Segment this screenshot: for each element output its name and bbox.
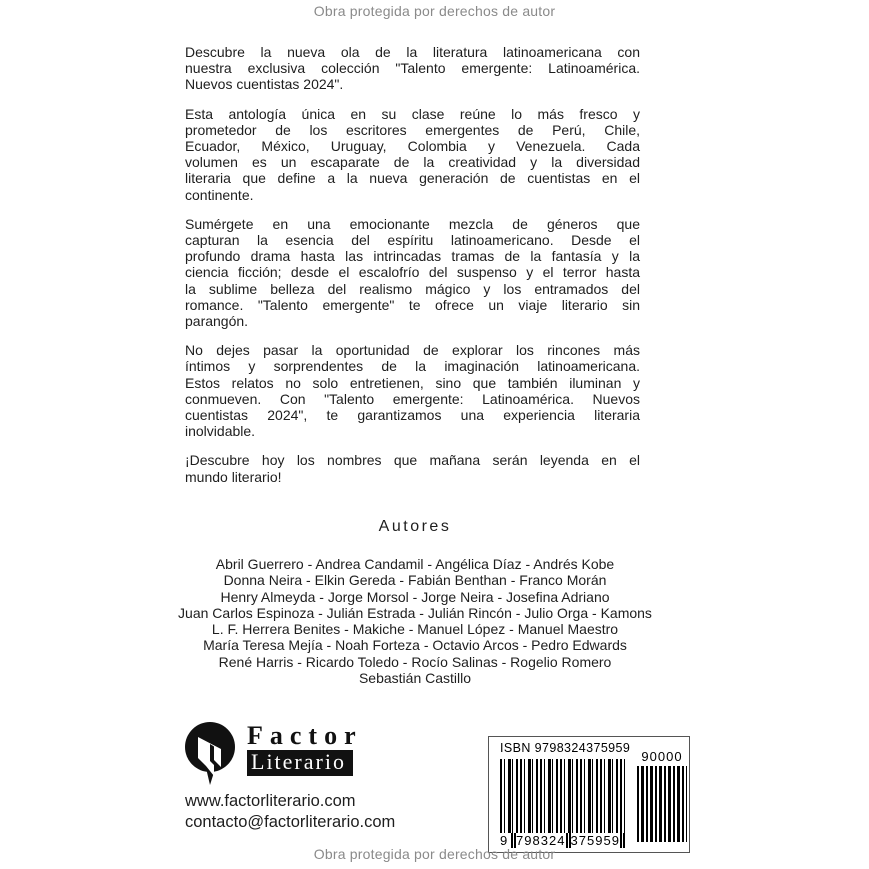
- barcode-digit-group: 375959: [570, 833, 620, 848]
- description-paragraph: [185, 342, 640, 439]
- description-paragraph: [185, 106, 640, 203]
- text-line: literaria que define a la nueva generación de cuentistas en el: [185, 170, 640, 187]
- description-paragraph: [185, 216, 640, 329]
- author-line: L. F. Herrera Benites - Makiche - Manuel López - Manuel Maestro: [211, 621, 619, 638]
- author-line: René Harris - Ricardo Toledo - Rocío Salinas - Rogelio Romero: [218, 653, 612, 670]
- text-line: conmueven. Con "Talento emergente: Latinoamérica. Nuevos: [185, 390, 640, 407]
- text-line: profundo drama hasta las intrincadas tramas de la fantasía y la: [185, 248, 640, 265]
- text-line: Sumérgete en una emocionante mezcla de géneros que: [185, 215, 640, 232]
- publisher-contact: [185, 791, 395, 833]
- isbn-barcode: [500, 759, 625, 848]
- text-line: la sublime belleza del realismo mágico y los entramados del: [185, 280, 640, 297]
- author-line: Juan Carlos Espinoza - Julián Estrada - Julián Rincón - Julio Orga - Kamons: [178, 604, 652, 621]
- publisher-name-top: Factor: [247, 721, 363, 750]
- text-line: romance. "Talento emergente" te ofrece un viaje literario sin: [185, 296, 640, 313]
- barcode-digit-lead: 9: [500, 833, 511, 848]
- addon-barcode-bars: [637, 766, 687, 842]
- author-line: Abril Guerrero - Andrea Candamil - Angélica Díaz - Andrés Kobe: [215, 556, 615, 572]
- authors-heading: Autores: [378, 518, 452, 535]
- text-line: No dejes pasar la oportunidad de explorar los rincones más: [185, 342, 640, 359]
- text-line: prometedor de los escritores emergentes de Perú, Chile,: [185, 121, 640, 138]
- author-line: Henry Almeyda - Jorge Morsol - Jorge Neira - Josefina Adriano: [220, 588, 610, 605]
- text-line: Estos relatos no solo entretienen, sino que también iluminan y: [185, 374, 640, 391]
- barcode-digit-group: 798324: [516, 833, 566, 848]
- author-line: Donna Neira - Elkin Gereda - Fabián Benthan - Franco Morán: [223, 572, 607, 589]
- publisher-logo: [183, 720, 363, 786]
- barcode-panel: [488, 736, 690, 853]
- text-line: continente.: [185, 186, 254, 203]
- text-line: Ecuador, México, Uruguay, Colombia y Venezuela. Cada: [185, 138, 640, 155]
- text-line: cuentistas 2024", te garantizamos una experiencia literaria: [185, 407, 640, 424]
- text-line: Descubre la nueva ola de la literatura latinoamericana con: [185, 44, 640, 60]
- description-paragraph: [185, 44, 640, 93]
- back-cover-description: [185, 44, 640, 498]
- text-line: capturan la esencia del espíritu latinoamericano. Desde el: [185, 232, 640, 249]
- addon-code: 90000: [641, 749, 683, 764]
- text-line: ¡Descubre hoy los nombres que mañana serán leyenda en el: [185, 452, 640, 469]
- isbn-label: ISBN 9798324375959: [500, 741, 631, 755]
- text-line: mundo literario!: [185, 468, 282, 485]
- description-paragraph: [185, 452, 640, 484]
- publisher-email: contacto@factorliterario.com: [185, 813, 396, 831]
- copyright-watermark-top: Obra protegida por derechos de autor: [313, 3, 556, 19]
- text-line: Nuevos cuentistas 2024".: [185, 76, 344, 93]
- author-line: María Teresa Mejía - Noah Forteza - Octavio Arcos - Pedro Edwards: [203, 637, 627, 654]
- publisher-website: www.factorliterario.com: [185, 792, 356, 810]
- authors-section: [110, 518, 720, 686]
- copyright-watermark-bottom: Obra protegida por derechos de autor: [313, 846, 556, 862]
- text-line: íntimos y sorprendentes de la imaginación latinoamericana.: [185, 358, 640, 375]
- barcode-bars: [500, 759, 625, 833]
- text-line: parangón.: [185, 313, 249, 330]
- author-line: Sebastián Castillo: [358, 670, 472, 687]
- text-line: nuestra exclusiva colección "Talento emergente: Latinoamérica.: [185, 60, 640, 77]
- text-line: inolvidable.: [185, 423, 256, 440]
- text-line: ciencia ficción; desde el escalofrío del suspenso y el terror hasta: [185, 264, 640, 281]
- publisher-name-bottom: Literario: [247, 750, 353, 776]
- text-line: Esta antología única en su clase reúne lo más fresco y: [185, 105, 640, 122]
- publisher-name: [247, 720, 363, 776]
- open-book-logo-icon: [183, 720, 237, 786]
- price-addon-barcode: [637, 750, 687, 842]
- text-line: volumen es un escaparate de la creatividad y la diversidad: [185, 154, 640, 171]
